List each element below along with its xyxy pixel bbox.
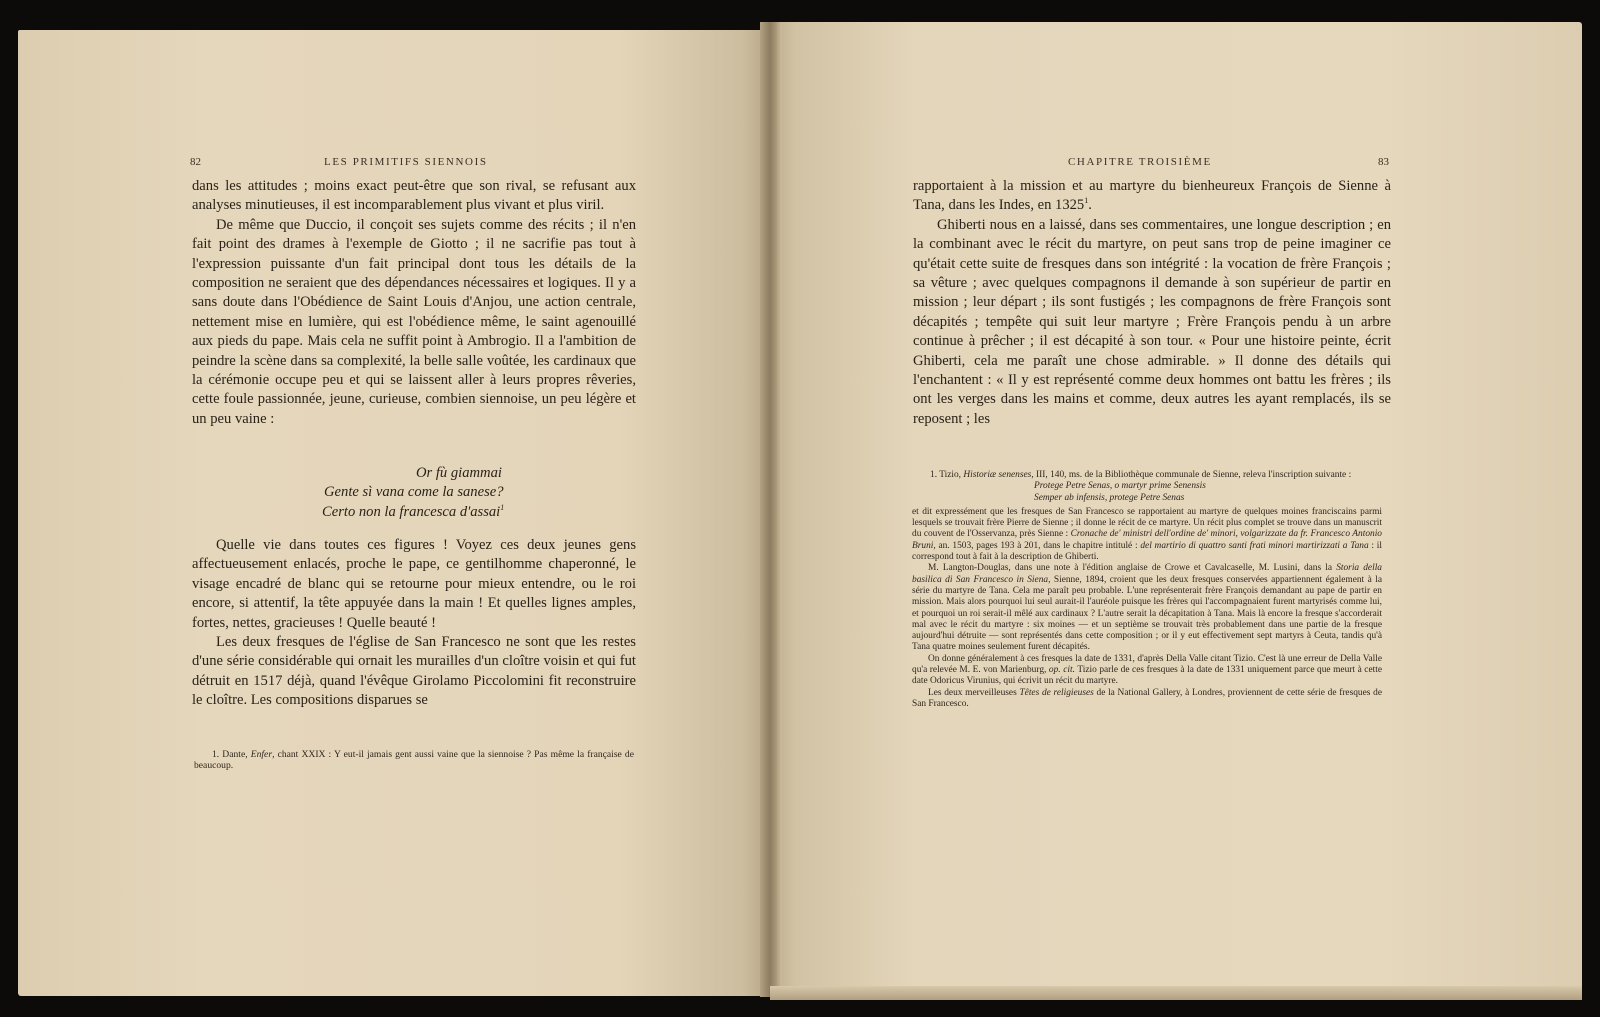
fn2-text-e: : il correspond tout à fait à la description de Ghiberti. [912,540,1382,563]
right-paragraph-2: Ghiberti nous en a laissé, dans ses commentaires, une longue description ; en la combinant avec le récit du martyre, on peut sans trop de peine imaginer ce qu'était cette suite de fresques dans son intégrité : la vocation de frère François ; sa vêture ; avec quelques compagnons il demande à son supérieur de partir en mission ; leur départ ; ils sont fustigés ; les compagnons de frère François sont décapités ; tempête qui suit leur martyre ; Frère François pendu à un arbre continue à prêcher ; il est décapité à son tour. « Pour une histoire peinte, écrit Ghiberti, cela me paraît une chose admirable. » Il donne des détails qui l'enchantent : « Il y est représenté comme deux hommes ont battu les frères ; ils ont les verges dans les mains et comme, deux autres les ayant remplacés, ils se reposent ; les [913,216,1391,427]
right-main-text: rapportaient à la mission et au martyre du bienheureux François de Sienne à Tana, dans les Indes, en 1325$^1$. Ghiberti nous en a laissé, dans ses commentaires, une longue description ; en la combinant avec le récit du martyre, on peut sans trop de peine imaginer ce qu'était cette suite de fresques dans son intégrité : la vocation de frère François ; sa vêture ; avec quelques compagnons il demande à son supérieur de partir en mission ; leur départ ; ils sont fustigés ; les compagnons de frère François sont décapités ; tempête qui suit leur martyre ; Frère François pendu à un arbre continue à prêcher ; il est décapité à son tour. « Pour une histoire peinte, écrit Ghiberti, cela me paraît une chose admirable. » Il donne des détails qui l'enchantent : « Il y est représenté comme deux hommes ont battu les frères ; ils ont les verges dans les mains et comme, deux autres les ayant remplacés, ils se reposent ; les [913,177,1391,429]
fn2-title: Cronache de' ministri dell'ordine de' minori, volgarizzate da fr. Francesco Antonio Bruni [912,529,1382,551]
left-main-text [192,177,636,429]
right-paragraph-1: rapportaient à la mission et au martyre du bienheureux François de Sienne à Tana, dans les Indes, en 1325 [913,178,1391,214]
fn3-text-a: M. Langton-Douglas, dans une note à l'édition anglaise de Crowe et Cavalcaselle, M. Lusini, dans la [928,563,1337,574]
fn1-title: Historiæ senenses [963,470,1032,480]
fn2-text-a: et dit expressément que les fresques de San Francesco se rapportaient au martyre de quelques moines franciscains parmi lesquels se trouvait frère Pierre de Sienne ; il donne le récit de ce martyre. Un récit plus complet se trouve dans un manuscrit du couvent de l'Osservanza, près Sienne : [912,506,1382,540]
page-bottom-edge [770,986,1582,1000]
left-footnote-title: Enfer [250,749,273,760]
verse-line-3: Certo non la francesca d'assai [322,503,501,520]
fn4-text-a: On donne généralement à ces fresques la date de 1331, d'après Della Valle citant Tizio. C'est là une erreur de Della Valle qu'a relevée M. E. von Marienburg, [912,653,1382,676]
left-folio: 82 [190,156,201,168]
dante-verse [322,464,504,522]
left-paragraph-2: De même que Duccio, il conçoit ses sujets comme des récits ; il n'en fait point des drames à l'exemple de Giotto ; il ne sacrifie pas tout à l'expression puissante d'un fait principal dont tous les détails de la composition ne seraient que des dépendances nécessaires et logiques. Il y a sans doute dans l'Obédience de Saint Louis d'Anjou, une action centrale, nettement mise en lumière, qui est l'obédience même, le saint agenouillé aux pieds du pape. Mais cela ne suffit point à Ambrogio. Il a l'ambition de peindre la scène dans sa complexité, la belle salle voûtée, les cardinaux que la cérémonie occupe peu et qui se laissent aller à leurs propres rêveries, cette foule passionnée, jeune, curieuse, combien siennoise, un peu légère et un peu vaine : [192,216,636,427]
left-footnote-text-1: 1. Dante, [212,749,251,760]
fn5-text-a: Les deux merveilleuses [928,687,1020,698]
fn5-title: Têtes de religieuses [1019,687,1094,698]
right-running-head: CHAPITRE TROISIÈME [1068,156,1212,168]
left-footnote-text-2: , chant XXIX : Y eut-il jamais gent aussi vaine que la siennoise ? Pas même la française de beaucoup. [194,749,634,771]
fn4-citation: op. cit. [1048,665,1075,676]
left-paragraph-4: Les deux fresques de l'église de San Francesco ne sont que les restes d'une série considérable qui ornait les murailles d'un cloître voisin et qui fut détruit en 1517 déjà, quand l'évêque Girolamo Piccolomini fit reconstruire le cloître. Les compositions disparues se [192,634,636,709]
fn5-text-c: de la National Gallery, à Londres, proviennent de cette série de fresques de San Francesco. [912,687,1382,709]
fn2-chapter: del martirio di quattro santi frati minori martirizzati a Tana [1140,540,1369,551]
left-running-head: LES PRIMITIFS SIENNOIS [324,156,488,168]
left-main-text-2 [192,536,636,711]
left-paragraph-3: Quelle vie dans toutes ces figures ! Voyez ces deux jeunes gens affectueusement enlacés, proche le pape, ce gentilhomme chaperonné, le visage encadré de blanc qui se retourne pour mieux entendre, ou le roi encore, si attentif, la tête appuyée dans la main ! Et quelles lignes amples, fortes, nettes, gracieuses ! Quelle beauté ! [192,537,636,631]
fn1-text-a: 1. Tizio, [930,470,964,480]
fn3-text-c: , Sienne, 1894, croient que les deux fresques conservées appartiennent également à la série du martyre de Tana. Cela me paraît peu probable. L'une représenterait frère François demandant au pape de partir en mission. Mais alors pourquoi lui seul aurait-il l'auréole puisque les frères qui l'accompagnaient furent martyrisés comme lui, et pourquoi un roi serait-il mêlé aux cardinaux ? L'autre serait la décapitation à Tana. Mais là encore la fresque s'accorderait mal avec le récit du martyre : six moines — et un septième se trouvait très probablement dans une partie de la fresque aujourd'hui détruite — sont représentés dans cette composition ; or il y eut effectivement sept martyrs à Ceuta, tandis qu'à Tana quatre moines seulement furent décapités. [912,574,1383,653]
left-footnote [194,749,634,771]
book-gutter [760,22,782,997]
verse-note-ref: 1 [500,502,505,512]
fn4-text-c: Tizio parle de ces fresques à la date de 1331 uniquement parce que meurt à cette date Odoricus Virunius, qui écrivit un récit du martyre. [912,665,1382,687]
left-paragraph-1: dans les attitudes ; moins exact peut-être que son rival, se refusant aux analyses minutieuses, il est incomparablement plus vivant et plus viril. [192,178,636,214]
verse-line-1: Or fù giammai [416,465,502,481]
fn2-text-c: , an. 1503, pages 193 à 201, dans le chapitre intitulé : [933,540,1141,551]
verse-line-2: Gente sì vana come la sanese? [324,484,504,501]
fn-verse-1: Protege Petre Senas, o martyr prime Senensis [1034,481,1206,492]
right-note-ref: 1 [1084,196,1089,206]
fn1-text-c: , III, 140, ms. de la Bibliothèque communale de Sienne, releva l'inscription suivante : [1031,470,1352,480]
right-footnotes [912,470,1382,710]
fn-verse-2: Semper ab infensis, protege Petre Senas [1034,492,1185,503]
right-folio: 83 [1378,156,1389,168]
fn3-title: Storia della basilica di San Francesco in Siena [912,563,1382,585]
